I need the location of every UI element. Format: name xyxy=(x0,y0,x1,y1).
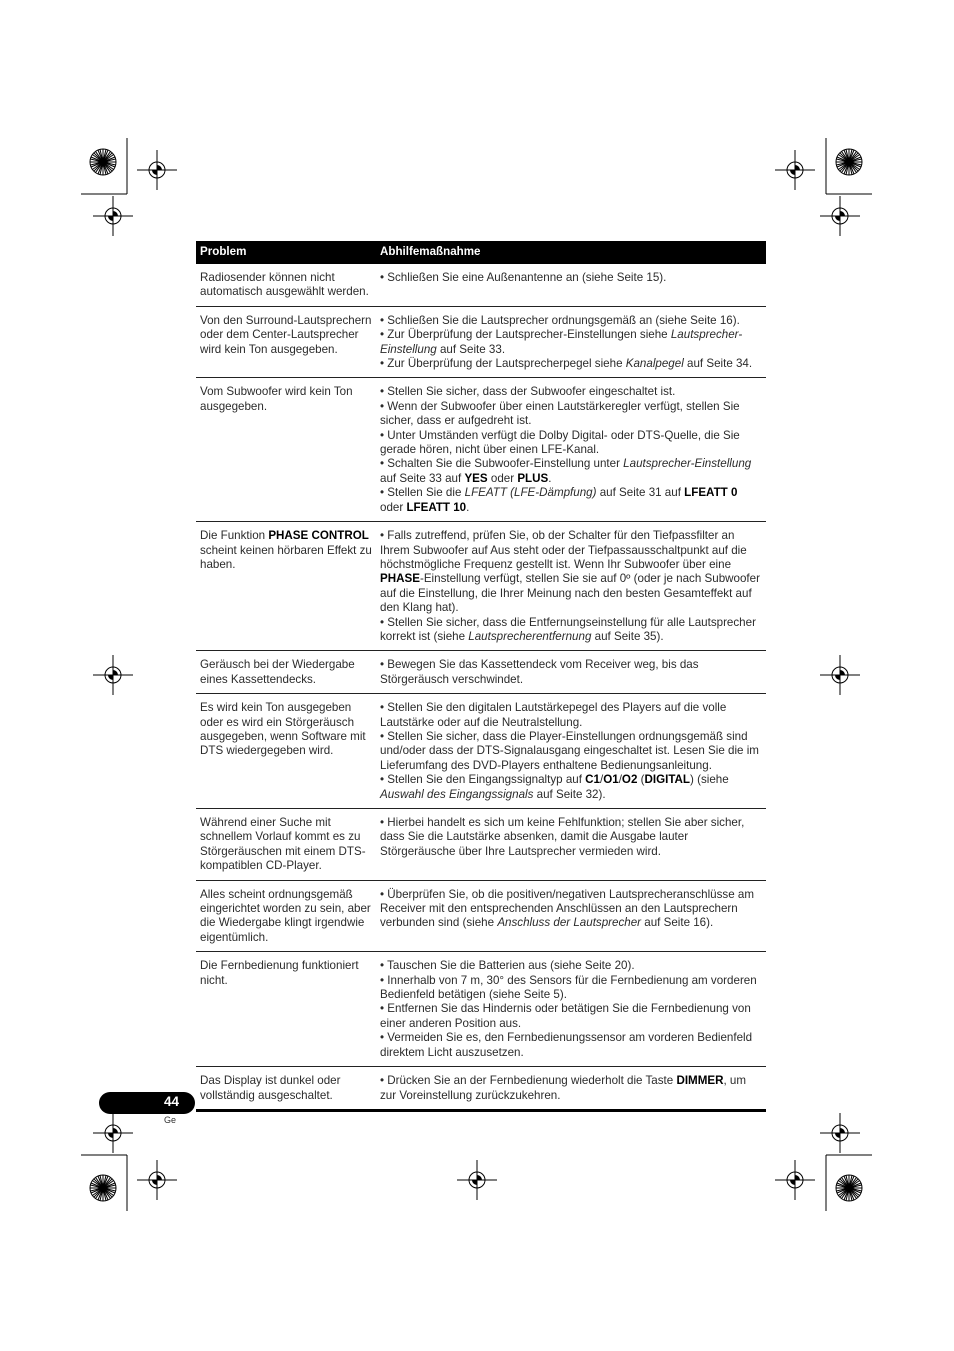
text-segment: • Stellen Sie sicher, dass die Entfernungseinstellung für alle Lautsprecher korrekt ist (siehe xyxy=(380,615,756,643)
text-segment: scheint keinen hörbaren Effekt zu haben. xyxy=(200,543,372,571)
bold-term: LFEATT 0 xyxy=(684,486,738,500)
table-row xyxy=(196,306,766,378)
text-segment: Die Funktion xyxy=(200,529,269,543)
text-segment: • Tauschen Sie die Batterien aus (siehe Seite 20). xyxy=(380,959,635,973)
text-segment: auf Seite 32). xyxy=(533,787,606,801)
problem-text xyxy=(200,314,372,357)
text-segment: / xyxy=(618,773,622,787)
text-segment: ) (siehe xyxy=(690,773,729,787)
table-row xyxy=(196,1067,766,1111)
text-segment: auf Seite 34. xyxy=(683,357,753,371)
remedy-bullet xyxy=(380,730,762,773)
remedy-bullet xyxy=(380,888,762,931)
text-segment: • Innerhalb von 7 m, 30° des Sensors für die Fernbedienung am vorderen Bedienfeld betätigen (siehe Seite 5). xyxy=(380,973,757,1002)
table-row xyxy=(196,952,766,1067)
problem-cell xyxy=(196,378,376,522)
remedy-cell xyxy=(376,1067,766,1111)
problem-text xyxy=(200,701,372,759)
problem-cell xyxy=(196,809,376,881)
remedy-bullet xyxy=(380,328,762,357)
bold-term: YES xyxy=(464,471,488,485)
remedy-cell xyxy=(376,378,766,522)
remedy-bullet xyxy=(380,486,762,515)
italic-reference: LFEATT (LFE-Dämpfung) xyxy=(464,486,597,500)
crosshair-mark-icon xyxy=(820,196,860,236)
remedy-bullet xyxy=(380,457,762,486)
italic-reference: Anschluss der Lautsprecher xyxy=(497,916,642,930)
starburst-mark-icon xyxy=(836,149,862,175)
text-segment: Das Display ist dunkel oder vollständig ausgeschaltet. xyxy=(200,1074,341,1102)
text-segment: Von den Surround-Lautsprechern oder dem Center-Lautsprecher wird kein Ton ausgegeben. xyxy=(200,313,372,356)
text-segment: auf Seite 16). xyxy=(641,916,714,930)
remedy-bullet xyxy=(380,385,762,399)
text-segment: • Zur Überprüfung der Lautsprecherpegel siehe xyxy=(380,357,626,371)
italic-reference: Lautsprecher-Einstellung xyxy=(623,457,752,471)
text-segment: ( xyxy=(637,773,645,787)
remedy-bullet xyxy=(380,529,762,615)
crosshair-mark-icon xyxy=(820,1113,860,1153)
remedy-bullet xyxy=(380,314,762,328)
remedy-bullet xyxy=(380,816,762,859)
problem-text xyxy=(200,385,372,414)
text-segment: • Drücken Sie an der Fernbedienung wiederholt die Taste xyxy=(380,1074,677,1088)
remedy-bullet xyxy=(380,400,762,429)
table-row xyxy=(196,522,766,651)
remedy-bullet xyxy=(380,271,762,285)
text-segment: • Schließen Sie eine Außenantenne an (siehe Seite 15). xyxy=(380,271,667,284)
text-segment: Radiosender können nicht automatisch ausgewählt werden. xyxy=(200,271,369,299)
remedy-cell xyxy=(376,306,766,378)
text-segment: • Falls zutreffend, prüfen Sie, ob der Schalter für den Tiefpassfilter an Ihrem Subwoofer auf Aus steht oder der Tiefpassausschaltpunkt auf die höchstmögliche Frequenz gestellt ist. Wenn Ihr Subwoofer über eine xyxy=(380,529,747,571)
problem-text xyxy=(200,529,372,572)
problem-cell xyxy=(196,651,376,694)
text-segment: • Schließen Sie die Lautsprecher ordnungsgemäß an (siehe Seite 16). xyxy=(380,313,740,327)
remedy-cell xyxy=(376,522,766,651)
table-row xyxy=(196,651,766,694)
text-segment: Alles scheint ordnungsgemäß eingerichtet worden zu sein, aber die Wiedergabe klingt irgendwie eigentümlich. xyxy=(200,887,371,944)
crosshair-mark-icon xyxy=(93,655,133,695)
text-segment: • Stellen Sie den digitalen Lautstärkepegel des Players auf die volle Lautstärke oder auf die Neutralstellung. xyxy=(380,701,727,729)
remedy-bullet xyxy=(380,1074,762,1103)
crosshair-mark-icon xyxy=(93,196,133,236)
table-row xyxy=(196,880,766,952)
text-segment: oder xyxy=(380,500,407,514)
text-segment: . xyxy=(548,471,552,485)
table-row xyxy=(196,378,766,522)
italic-reference: Lautsprecher-Einstellung xyxy=(380,328,743,356)
italic-reference: Auswahl des Eingangssignals xyxy=(380,787,534,801)
bold-term: O2 xyxy=(621,773,638,787)
bold-term: DIMMER xyxy=(676,1074,724,1088)
text-segment: • Zur Überprüfung der Lautsprecher-Einstellungen siehe xyxy=(380,328,671,342)
text-segment: auf Seite 31 auf xyxy=(596,486,685,500)
page-number-tab xyxy=(99,1092,195,1114)
text-segment: auf Seite 33 auf xyxy=(380,471,465,485)
remedy-cell xyxy=(376,880,766,952)
problem-cell xyxy=(196,880,376,952)
remedy-cell xyxy=(376,651,766,694)
problem-text xyxy=(200,1074,372,1103)
text-segment: • Überprüfen Sie, ob die positiven/negativen Lautsprecheranschlüsse am Receiver mit den entsprechenden Anschlüssen an den Lautsprechern verbunden sind (siehe xyxy=(380,887,754,930)
italic-reference: Kanalpegel xyxy=(625,357,684,371)
italic-reference: Lautsprecherentfernung xyxy=(468,629,592,643)
remedy-bullet xyxy=(380,1031,762,1060)
text-segment: oder xyxy=(487,471,518,485)
remedy-bullet xyxy=(380,701,762,730)
problem-text xyxy=(200,271,372,300)
table-row xyxy=(196,809,766,881)
text-segment: Während einer Suche mit schnellem Vorlauf kommt es zu Störgeräuschen mit einem DTS-kompatiblen CD-Player. xyxy=(200,816,366,873)
remedy-bullet xyxy=(380,974,762,1003)
bold-term: PHASE CONTROL xyxy=(268,529,369,543)
problem-cell xyxy=(196,952,376,1067)
crosshair-mark-icon xyxy=(820,655,860,695)
text-segment: . xyxy=(466,500,470,514)
table-row xyxy=(196,264,766,306)
crosshair-mark-icon xyxy=(775,150,815,190)
problem-text xyxy=(200,959,372,988)
text-segment: • Hierbei handelt es sich um keine Fehlfunktion; stellen Sie aber sicher, dass Sie die Lautstärke absenken, damit die Ausgabe lauter Störgeräusche über Ihre Lautsprecher vermieden wird. xyxy=(380,816,745,858)
crosshair-mark-icon xyxy=(137,1160,177,1200)
crosshair-mark-icon xyxy=(457,1160,497,1200)
column-header-problem: Problem xyxy=(196,241,376,264)
bold-term: PLUS xyxy=(517,471,549,485)
starburst-mark-icon xyxy=(90,1175,116,1201)
text-segment: • Entfernen Sie das Hindernis oder betätigen Sie die Fernbedienung von einer anderen Position aus. xyxy=(380,1002,751,1030)
crosshair-mark-icon xyxy=(775,1160,815,1200)
crosshair-mark-icon xyxy=(137,150,177,190)
remedy-bullet xyxy=(380,1002,762,1031)
text-segment: -Einstellung verfügt, stellen Sie sie auf 0º (oder je nach Subwoofer auf die Einstellung, die Ihrer Meinung nach den besten Gesamteffekt auf den Klang hat). xyxy=(380,572,760,615)
problem-cell xyxy=(196,1067,376,1111)
remedy-bullet xyxy=(380,616,762,645)
remedy-cell xyxy=(376,694,766,809)
problem-text xyxy=(200,888,372,946)
text-segment: auf Seite 33. xyxy=(436,342,506,356)
text-segment: , um zur Voreinstellung zurückzukehren. xyxy=(380,1074,747,1102)
text-segment: • Schalten Sie die Subwoofer-Einstellung unter xyxy=(380,457,624,471)
problem-text xyxy=(200,816,372,874)
remedy-bullet xyxy=(380,658,762,687)
problem-cell xyxy=(196,694,376,809)
remedy-bullet xyxy=(380,959,762,973)
text-segment: • Stellen Sie sicher, dass die Player-Einstellungen ordnungsgemäß sind und/oder dass der DTS-Signalausgang eingeschaltet ist. Lesen Sie die im Lieferumfang des DVD-Players enthaltene Bedienungsanleitung. xyxy=(380,729,759,772)
starburst-mark-icon xyxy=(836,1175,862,1201)
problem-cell xyxy=(196,264,376,306)
text-segment: Geräusch bei der Wiedergabe eines Kassettendecks. xyxy=(200,658,355,686)
language-code: Ge xyxy=(164,1115,177,1125)
text-segment: Vom Subwoofer wird kein Ton ausgegeben. xyxy=(200,385,353,413)
remedy-bullet xyxy=(380,357,762,371)
remedy-bullet xyxy=(380,773,762,802)
column-header-remedy: Abhilfemaßnahme xyxy=(376,241,766,264)
problem-cell xyxy=(196,306,376,378)
remedy-cell xyxy=(376,952,766,1067)
text-segment: / xyxy=(599,773,604,787)
problem-text xyxy=(200,658,372,687)
bold-term: LFEATT 10 xyxy=(406,500,467,514)
crosshair-mark-icon xyxy=(93,1113,133,1153)
text-segment: auf Seite 35). xyxy=(591,629,664,643)
starburst-mark-icon xyxy=(90,149,116,175)
text-segment: • Vermeiden Sie es, den Fernbedienungssensor am vorderen Bedienfeld direktem Licht auszusetzen. xyxy=(380,1031,753,1059)
text-segment: • Stellen Sie sicher, dass der Subwoofer eingeschaltet ist. xyxy=(380,385,676,399)
text-segment: • Bewegen Sie das Kassettendeck vom Receiver weg, bis das Störgeräusch verschwindet. xyxy=(380,658,699,686)
text-segment: Es wird kein Ton ausgegeben oder es wird ein Störgeräusch ausgegeben, wenn Software mit DTS wiedergegeben wird. xyxy=(200,701,366,758)
text-segment: • Stellen Sie die xyxy=(380,486,465,500)
text-segment: • Stellen Sie den Eingangssignaltyp auf xyxy=(380,773,586,787)
text-segment: Die Fernbedienung funktioniert nicht. xyxy=(200,959,359,987)
text-segment: • Wenn der Subwoofer über einen Lautstärkeregler verfügt, stellen Sie sicher, dass er aufgedreht ist. xyxy=(380,399,740,428)
text-segment: • Unter Umständen verfügt die Dolby Digital- oder DTS-Quelle, die Sie gerade hören, nicht über einen LFE-Kanal. xyxy=(380,428,740,457)
table-header-row xyxy=(196,241,766,264)
table-body xyxy=(196,264,766,1110)
remedy-bullet xyxy=(380,429,762,458)
table-row xyxy=(196,694,766,809)
bold-term: DIGITAL xyxy=(644,773,690,787)
remedy-cell xyxy=(376,809,766,881)
page-number: 44 xyxy=(163,1094,179,1109)
troubleshooting-table xyxy=(196,241,766,1112)
problem-cell xyxy=(196,522,376,651)
bold-term: O1 xyxy=(603,773,619,787)
bold-term: C1 xyxy=(585,773,600,787)
bold-term: PHASE xyxy=(380,572,420,586)
remedy-cell xyxy=(376,264,766,306)
